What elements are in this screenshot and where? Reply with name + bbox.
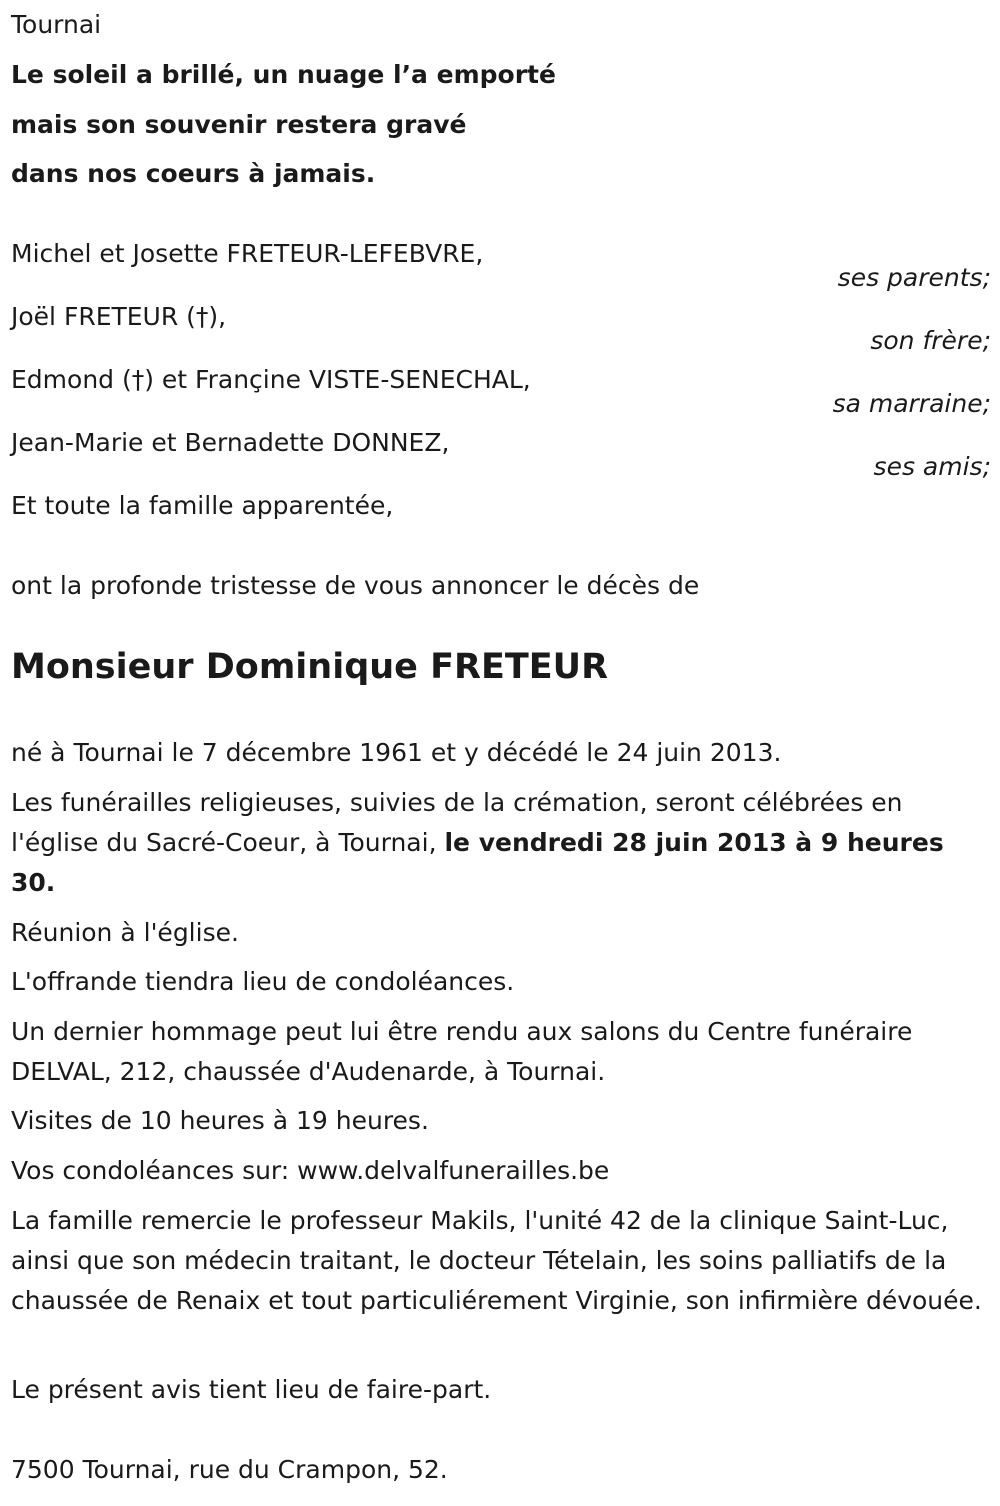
- tribute-info: Un dernier hommage peut lui être rendu aux salons du Centre funéraire DELVAL, 212, chaussée d'Audenarde, à Tournai.: [11, 1017, 913, 1086]
- poem-line-2: mais son souvenir restera gravé: [11, 110, 467, 139]
- family-closing: Et toute la famille apparentée,: [11, 491, 394, 520]
- family-relation-4: ses amis;: [873, 452, 991, 481]
- funeral-date: le vendredi 28 juin 2013 à 9 heures 30.: [11, 828, 944, 897]
- family-relation-3: sa marraine;: [832, 389, 991, 418]
- funeral-info: [11, 783, 986, 903]
- thanks-info: La famille remercie le professeur Makils, l'unité 42 de la clinique Saint-Luc, ainsi que son médecin traitant, le docteur Tételain, les soins palliatifs de la chaussée de Renaix et tout particuliérement Virginie, son infirmière dévouée.: [11, 1206, 982, 1315]
- offering-info: L'offrande tiendra lieu de condoléances.: [11, 967, 515, 996]
- family-names-3: Edmond (†) et Françine VISTE-SENECHAL,: [11, 365, 531, 394]
- poem-line-1: Le soleil a brillé, un nuage l’a emporté: [11, 60, 556, 89]
- condolences-info: Vos condoléances sur: www.delvalfunerailles.be: [11, 1156, 610, 1185]
- visits-info: Visites de 10 heures à 19 heures.: [11, 1106, 429, 1135]
- birth-death: né à Tournai le 7 décembre 1961 et y décédé le 24 juin 2013.: [11, 738, 782, 767]
- deceased-name: Monsieur Dominique FRETEUR: [11, 647, 609, 687]
- family-names-1: Michel et Josette FRETEUR-LEFEBVRE,: [11, 239, 484, 268]
- address: 7500 Tournai, rue du Crampon, 52.: [11, 1455, 448, 1484]
- family-names-4: Jean-Marie et Bernadette DONNEZ,: [11, 428, 450, 457]
- city-header: Tournai: [11, 10, 102, 39]
- notice-info: Le présent avis tient lieu de faire-part.: [11, 1375, 492, 1404]
- announcement: ont la profonde tristesse de vous annoncer le décès de: [11, 571, 700, 600]
- meeting-info: Réunion à l'église.: [11, 918, 239, 947]
- family-relation-2: son frère;: [870, 326, 991, 355]
- family-names-2: Joël FRETEUR (†),: [11, 302, 227, 331]
- poem-line-3: dans nos coeurs à jamais.: [11, 159, 376, 188]
- funeral-text: Les funérailles religieuses, suivies de la crémation, seront célébrées en l'église du Sacré-Coeur, à Tournai,: [11, 788, 903, 857]
- family-relation-1: ses parents;: [837, 263, 991, 292]
